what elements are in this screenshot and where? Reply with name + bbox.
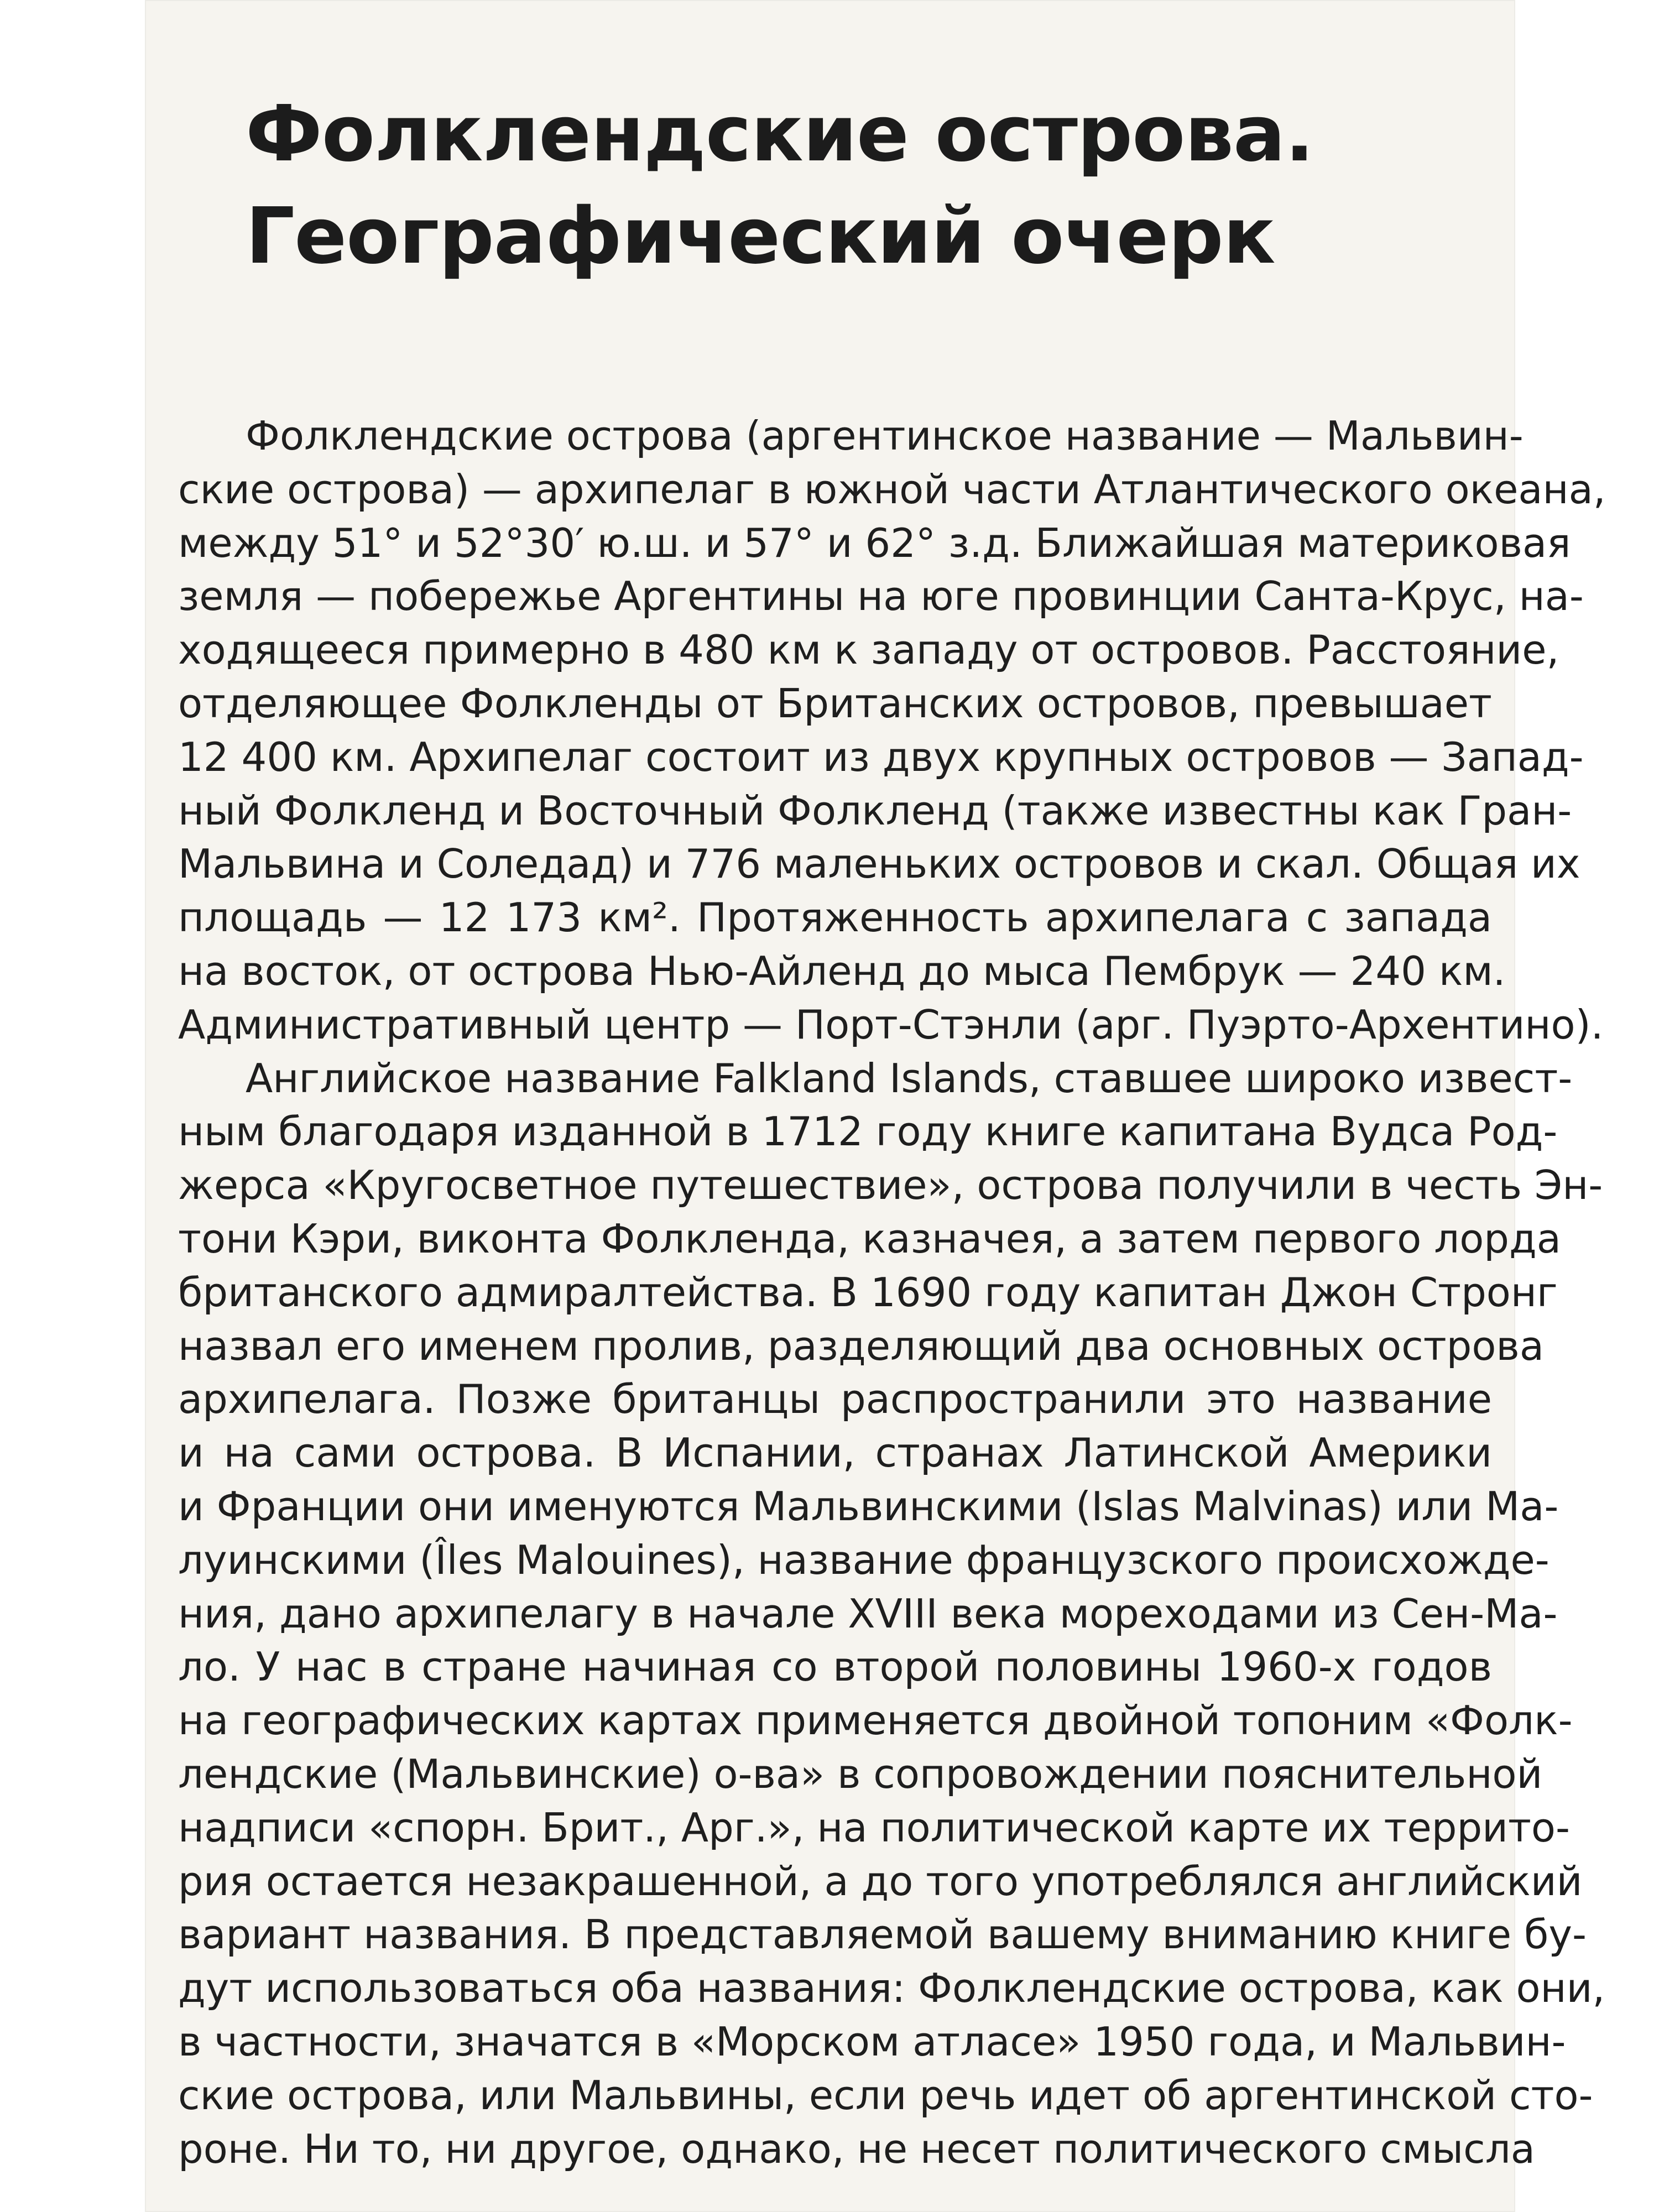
text-line: земля — побережье Аргентины на юге провинции Санта-Крус, на- [178,573,1584,620]
text-line: британского адмиралтейства. В 1690 году капитан Джон Стронг [178,1269,1558,1316]
text-line: луинскими (Îles Malouines), название французского происхожде- [178,1536,1550,1583]
text-line: ские острова, или Мальвины, если речь идет об аргентинской сто- [178,2072,1593,2119]
chapter-title [246,83,1517,288]
text-line: вариант названия. В представляемой вашему вниманию книге бу- [178,1911,1587,1958]
text-line: жерса «Кругосветное путешествие», острова получили в честь Эн- [178,1162,1603,1209]
text-line: архипелага. Позже британцы распространили это название [178,1376,1492,1423]
text-line: ло. У нас в стране начиная со второй половины 1960-х годов [178,1644,1492,1691]
text-line: и Франции они именуются Мальвинскими (Islas Malvinas) или Ма- [178,1483,1559,1530]
text-line: Фолклендские острова (аргентинское название — Мальвин- [246,413,1524,459]
text-line: надписи «спорн. Брит., Арг.», на политической карте их террито- [178,1804,1570,1851]
text-line: ния, дано архипелагу в начале XVIII века мореходами из Сен-Ма- [178,1590,1558,1637]
text-line: назвал его именем пролив, разделяющий два основных острова [178,1322,1544,1369]
text-line: тони Кэри, виконта Фолкленда, казначея, а затем первого лорда [178,1215,1561,1262]
text-line: Административный центр — Порт-Стэнли (арг. Пуэрто-Архентино). [178,1001,1604,1048]
text-line: дут использоваться оба названия: Фолклендские острова, как они, [178,1965,1605,2012]
text-line: ным благодаря изданной в 1712 году книге капитана Вудса Род- [178,1108,1558,1155]
text-line: и на сами острова. В Испании, странах Латинской Америки [178,1430,1492,1477]
body-text [178,409,1606,2176]
text-line: ный Фолкленд и Восточный Фолкленд (также известны как Гран- [178,787,1572,834]
paragraph-2 [178,1052,1605,2176]
text-line: на восток, от острова Нью-Айленд до мыса Пембрук — 240 км. [178,947,1506,994]
paragraph-1 [178,409,1606,1052]
text-line: Мальвина и Соледад) и 776 маленьких островов и скал. Общая их [178,841,1580,888]
text-line: площадь — 12 173 км². Протяженность архипелага с запада [178,894,1492,941]
text-line: Английское название Falkland Islands, ставшее широко извест- [246,1055,1573,1102]
text-line: на географических картах применяется двойной топоним «Фолк- [178,1697,1573,1744]
text-line: ходящееся примерно в 480 км к западу от островов. Расстояние, [178,627,1559,674]
text-line: рия остается незакрашенной, а до того употреблялся английский [178,1858,1583,1905]
text-line: ские острова) — архипелаг в южной части Атлантического океана, [178,466,1606,513]
text-line: отделяющее Фолкленды от Британских островов, превышает [178,680,1492,727]
chapter-title-line: Фолклендские острова. [246,89,1314,179]
text-line: в частности, значатся в «Морском атласе» 1950 года, и Мальвин- [178,2018,1566,2065]
chapter-title-line: Географический очерк [246,191,1275,281]
text-line: между 51° и 52°30′ ю.ш. и 57° и 62° з.д. Ближайшая материковая [178,519,1571,566]
text-line: роне. Ни то, ни другое, однако, не несет политического смысла [178,2125,1535,2172]
text-line: лендские (Мальвинские) о-ва» в сопровождении пояснительной [178,1750,1543,1797]
text-line: 12 400 км. Архипелаг состоит из двух крупных островов — Запад- [178,733,1584,780]
